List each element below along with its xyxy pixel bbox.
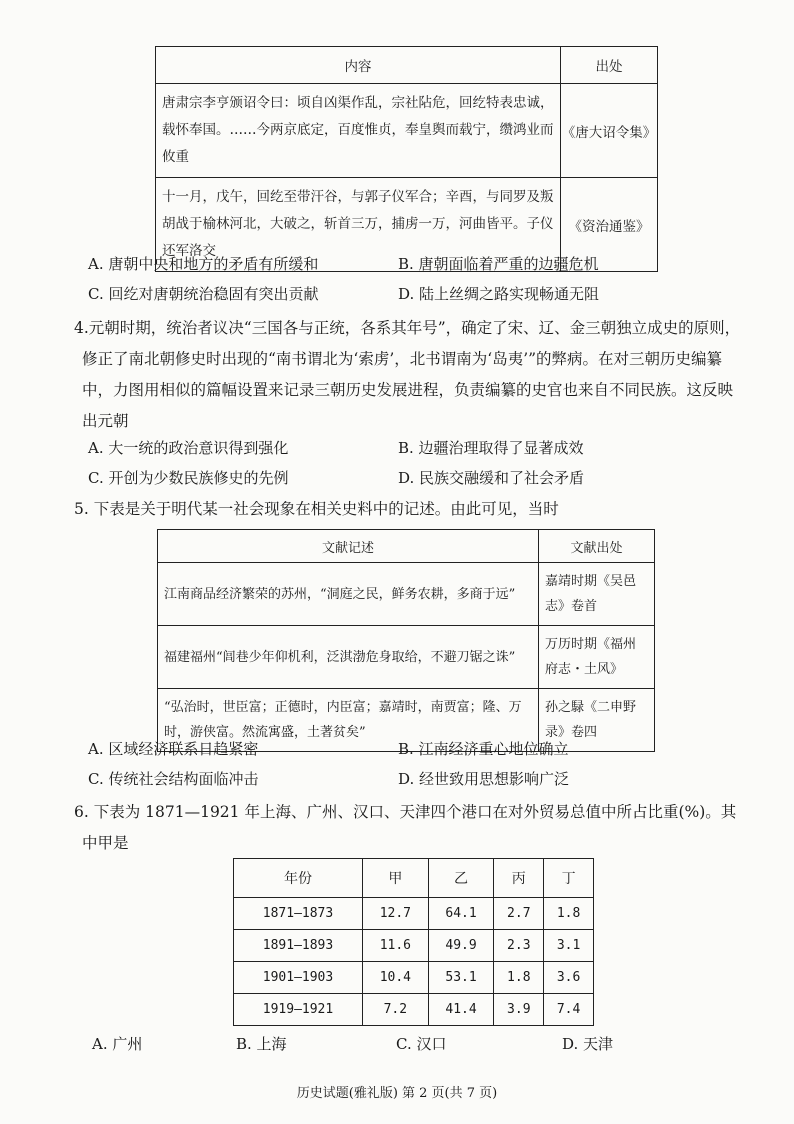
q3-option-b: B. 唐朝面临着严重的边疆危机: [398, 255, 599, 273]
table-cell: 2.7: [494, 898, 544, 930]
page-footer: 历史试题(雅礼版) 第 2 页(共 7 页): [296, 1086, 498, 1101]
question5-source-table: [157, 529, 655, 752]
table-cell: 1.8: [544, 898, 594, 930]
table-cell: 1871—1873: [234, 898, 363, 930]
q3-option-c: C. 回纥对唐朝统治稳固有突出贡献: [88, 285, 319, 303]
table-cell: 2.3: [494, 930, 544, 962]
q3-option-a: A. 唐朝中央和地方的矛盾有所缓和: [88, 255, 319, 273]
table-cell: 1891—1893: [234, 930, 363, 962]
q6-option-c: C. 汉口: [396, 1035, 447, 1053]
table-cell: 3.9: [494, 994, 544, 1026]
port-trade-share-table: [233, 858, 594, 1026]
table-row: [234, 962, 594, 994]
table-header: 年份: [234, 859, 363, 898]
q5-option-c: C. 传统社会结构面临冲击: [88, 770, 259, 788]
table-cell: 49.9: [428, 930, 494, 962]
table-cell: 53.1: [428, 962, 494, 994]
table-row: [158, 563, 655, 626]
q4-option-a: A. 大一统的政治意识得到强化: [88, 439, 289, 457]
table-cell-content: 福建福州“闾巷少年仰机利，泛淇渤危身取给，不避刀锯之诛”: [158, 626, 539, 689]
table-cell: 12.7: [363, 898, 429, 930]
table-row: [234, 994, 594, 1026]
table-cell-content: 十一月，戊午，回纥至带汗谷，与郭子仪军合；辛酉，与同罗及叛胡战于榆林河北，大破之，斩首三万，捕虏一万，河曲皆平。子仪还军洛交: [156, 178, 561, 272]
table-cell-source: 万历时期《福州府志・土风》: [539, 626, 655, 689]
table-row: [156, 84, 658, 178]
table-cell-source: 孙之騄《二申野录》卷四: [539, 689, 655, 752]
q4-stem: 4.元朝时期，统治者议决“三国各与正统，各系其年号”，确定了宋、辽、金三朝独立成史的原则，修正了南北朝修史时出现的“南书谓北为‘索虏’，北书谓南为‘岛夷’”的弊病。在对三朝历史编纂中，力图用相似的篇幅设置来记录三朝历史发展进程，负责编纂的史官也来自不同民族。这反映出元朝: [74, 319, 741, 430]
q5-option-b: B. 江南经济重心地位确立: [398, 740, 569, 758]
table-cell-source: 《唐大诏令集》: [561, 84, 658, 178]
table-cell-content: “弘治时，世臣富；正德时，内臣富；嘉靖时，南贾富；隆、万时，游侠富。然流寓盛，土著贫矣”: [158, 689, 539, 752]
table-row: [158, 626, 655, 689]
table-cell: 7.4: [544, 994, 594, 1026]
q5-stem: 5. 下表是关于明代某一社会现象在相关史料中的记述。由此可见，当时: [74, 500, 559, 518]
table-cell: 64.1: [428, 898, 494, 930]
table-header: 内容: [156, 47, 561, 84]
table-cell: 41.4: [428, 994, 494, 1026]
table-row: [234, 898, 594, 930]
table-cell: 1.8: [494, 962, 544, 994]
q6-option-a: A. 广州: [92, 1035, 143, 1053]
table-cell-source: 嘉靖时期《吴邑志》卷首: [539, 563, 655, 626]
question3-source-table: [155, 46, 658, 272]
q3-option-d: D. 陆上丝绸之路实现畅通无阻: [398, 285, 600, 303]
table-header: 丙: [494, 859, 544, 898]
table-cell: 11.6: [363, 930, 429, 962]
table-cell: 10.4: [363, 962, 429, 994]
table-cell: 7.2: [363, 994, 429, 1026]
table-header: 乙: [428, 859, 494, 898]
table-header: 文献记述: [158, 530, 539, 563]
table-row: [234, 930, 594, 962]
table-header: 文献出处: [539, 530, 655, 563]
table-header: 丁: [544, 859, 594, 898]
q4-option-d: D. 民族交融缓和了社会矛盾: [398, 469, 585, 487]
table-cell-source: 《资治通鉴》: [561, 178, 658, 272]
q4-option-c: C. 开创为少数民族修史的先例: [88, 469, 289, 487]
table-cell: 3.1: [544, 930, 594, 962]
q4-option-b: B. 边疆治理取得了显著成效: [398, 439, 584, 457]
q5-option-d: D. 经世致用思想影响广泛: [398, 770, 570, 788]
q6-option-d: D. 天津: [562, 1035, 614, 1053]
q5-option-a: A. 区域经济联系日趋紧密: [88, 740, 259, 758]
table-cell: 1901—1903: [234, 962, 363, 994]
table-cell: 3.6: [544, 962, 594, 994]
q6-stem: 6. 下表为 1871—1921 年上海、广州、汉口、天津四个港口在对外贸易总值中所占比重(%)。其中甲是: [74, 803, 737, 852]
q6-option-b: B. 上海: [236, 1035, 287, 1053]
table-cell-content: 江南商品经济繁荣的苏州，“洞庭之民，鲜务农耕，多商于远”: [158, 563, 539, 626]
table-header: 甲: [363, 859, 429, 898]
table-cell-content: 唐肃宗李亨颁诏令曰：顷自凶渠作乱，宗社阽危，回纥特表忠诚，载怀奉国。……今两京底定，百度惟贞，奉皇舆而载宁，缵鸿业而攸重: [156, 84, 561, 178]
table-header: 出处: [561, 47, 658, 84]
table-cell: 1919—1921: [234, 994, 363, 1026]
